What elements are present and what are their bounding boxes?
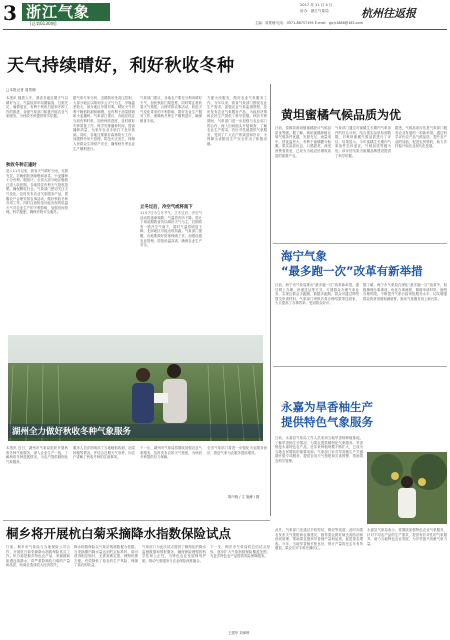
story3-body-col1: 日前，海宁市气象局推出“最多跑一次”改革新举措，通过网上办理、快递送达等方式，方便群众办理气象业务，实现让群众少跑腿、数据多跑路。群众可通过网络提交申请材料，气象部门审核后将办理结果寄送到家，大大提高了办事效率，受到群众好评。	[275, 283, 359, 306]
story2-headline: 黄坦蜜橘气候品质为优	[281, 108, 402, 122]
photo-caption-bar	[8, 424, 263, 438]
lead-credit: 陈中晓 / 文 施峰 / 摄	[228, 495, 260, 499]
story5-body-col2: 降水指数保险以气象站观测数据为依据，当采摘期内降水量达到约定标准时，即可获得相应赔付，无需查勘定损，理赔快捷方便，有效降低了菊农的生产风险，保障了菊农的收益。	[74, 545, 138, 568]
story4-headline-2: 提供特色气象服务	[281, 415, 373, 429]
lead-cont-col2: 服务人员详细询问了当地晚稻收割、油菜种植等情况，并结合近期天气形势，向农户讲解了秋收冬种的注意事项。	[73, 446, 135, 460]
header-rule	[3, 29, 447, 30]
lead-body-col3: 气象部门建议，各地农户要充分利用晴好天气，加快秋收扫尾进度，同时要注意收看天气预报，合理安排农事活动，防范天气变化带来的不利影响，做好农业生产服务工作，保障秋冬种生产顺利进行，确保粮食丰收。	[140, 96, 202, 123]
section-rule	[273, 243, 447, 244]
lead-body-col2: 据气象专家分析，近期我省受高压控制，大部分地区以晴到多云天气为主，早晚温差较大，部分地区早晨有雾。晴好天气有利于晚稻收割和晾晒，也有利于油菜移栽和小麦播种。气象部门建议，各地应抓住当前有利时机，加快秋收进度，及时做好冬种准备工作，科学安排播种时间，提高播种质量，为来年农业丰收打下良好基础。同时，各地还要做好森林防火工作，加强野外用火管理，防范火灾发生，保障人民群众生命财产安全，确保秋冬季农业生产顺利进行。	[73, 96, 135, 151]
story5-credit: 王建华 刘承锁	[228, 631, 250, 635]
newspaper-logo: 杭州往返报	[361, 7, 416, 20]
lead-cont-col3: 下一步，湖州市气象局将继续加强农业气象服务，及时发布农用天气预报，为秋收冬种提供有力保障。	[140, 446, 202, 460]
story4-headline-1: 永嘉为旱香柚生产	[281, 400, 373, 414]
story4-body-col2: 此外，气象部门还通过手机短信、微信等渠道，及时向果农发布天气预报和农事建议，指导果农做好病虫害防治和田间管理，帮助果农提高旱香柚产量和品质，促进果农增收。今年，当地旱香柚长势良好，预计产量将比去年有所增加，果农们对丰收充满信心。	[275, 528, 363, 551]
story4-photo	[367, 452, 447, 524]
lead-cont-col4: 全市气象部门将进一步强化为农服务意识，推进气象为农服务提质增效。	[207, 446, 267, 455]
section-rule-3	[3, 520, 270, 521]
story3-headline-2: “最多跑一次”改革有新举措	[281, 264, 423, 278]
issue-number: [总第0130期]	[30, 21, 57, 26]
lead-body-col4: 方便为民服务，做好农业气象服务工作。今年以来，我省气象部门围绕农业生产需求，加强农业气象监测预报，及时发布农业气象服务产品，为政府决策和农民生产提供了科学依据。秋收冬种期间，气象部门进一步加强与农业部门的合作，深入田间地头开展调查，了解农业生产需求，有针对性地提供气象服务，受到了广大农户的欢迎和好评，为保障全省粮食生产安全作出了积极贡献。	[207, 96, 267, 146]
story3-body-col2: 据了解，海宁市气象局在深化“最多跑一次”改革中，积极梳理办事事项，优化办事流程，精简申请材料，缩短办理时限，不断提升气象行政审批服务水平，切实增强群众的获得感和满意度，推动气象服务再上新台阶。	[363, 283, 447, 301]
story2-body-col1: 日前，泰顺县黄坦镇蜜橘获评气候品质优等级。据了解，黄坦蜜橘种植区域气候条件优越，光照充足，雨量适中，昼夜温差大，有利于蜜橘糖分积累，果实品质优良，口感甜美，深受消费者喜爱，已成为当地农民增收致富的重要产业。	[275, 126, 331, 158]
section-title: 浙江气象	[26, 3, 91, 21]
story3-headline-1: 海宁气象	[281, 249, 327, 263]
section-rule-2	[273, 366, 447, 367]
story2-body-col3: 据悉，气候品质评估是气象部门服务农业发展的一项新举措，通过科学评价农产品气候品质，提升农产品附加值，促进农民增收，助力乡村振兴和农业现代化发展。	[395, 126, 447, 149]
lead-body-col3b: 11月7日为立冬节气，立冬过后，冷空气活动将逐渐频繁，气温将有所下降。预计下周前期我省仍以晴好天气为主，后期将有一股冷空气南下，届时气温将明显下降，北部地区可能出现初霜。气象部门提醒，各地要做好防寒保暖工作，加强设施农业管理，防范低温冻害，确保农业生产安全。	[140, 211, 202, 248]
contact-line: 主编：周景楠 电话：0571-86757195 E-mail：gjcjr1888@163.com	[255, 21, 363, 25]
lead-body-col1: 本报讯 随着入冬，我省各地近期天气以晴好为主，气温较常年同期偏高，日照充足，墒情适宜，有利于秋收扫尾和冬种工作的推进，各级气象部门积极开展农业气象服务，为秋收冬种提供科学依据。	[6, 96, 68, 119]
lead-subhead-1: 秋收冬种正逢时	[6, 163, 37, 168]
story4-body-col3: 永嘉县气象局表示，将继续加强特色农业气象服务，针对不同农产品的生产需求，提供有针对性的气象服务，助力当地特色农业发展，为乡村振兴贡献气象力量。	[367, 528, 447, 546]
lead-cont-col1: 本报讯 近日，湖州市气象局组织开展秋收冬种气象服务，深入农业生产一线，了解秋收冬种进展情况，为农户提供精细化气象服务。	[6, 446, 68, 464]
lead-subhead-2: 立冬过后，冷空气或将南下	[140, 205, 193, 210]
lead-headline: 天气持续晴好，利好秋收冬种	[7, 56, 235, 76]
story5-body-col3: 气象部门为此次试点提供了精细化的降水监测数据和预报服务，确保保险理赔的科学性和公正性，为特色农业发展保驾护航，推动气象服务与农业保险深度融合。	[142, 545, 206, 563]
story2-body-col2: 气象部门通过对蜜橘生长期内气象条件的综合分析，结合果实品质检测数据，对黄坦蜜橘气候品质进行了评估。结果显示，今年蜜橘生长期内气象条件总体适宜，气候品质等级为优。该评估结果为蜜橘品牌建设提供了科学依据。	[335, 126, 391, 158]
lead-body-col1b: 进入11月以来，我省天气晴好少雨，光照充足，对晚稻收获晾晒和油菜、小麦播种十分有利。据统计，全省大部分地区晚稻已进入收获期，各地抓住有利天气抢收抢晒，确保颗粒归仓。气象部门密切关注天气变化，及时发布农业气象服务产品，提醒农户合理安排农事活动，做好秋收冬种各项工作，同时注意防范可能出现的低温天气对农业生产的不利影响，加强田间管理，科学施肥，确保作物安全越冬。	[6, 169, 68, 215]
page-number: 3	[3, 1, 17, 25]
photo-caption: 湖州全力做好秋收冬种气象服务	[12, 427, 132, 437]
column-divider	[270, 84, 271, 516]
story5-body-col1: 日前，桐乡市气象局与当地保险公司合作，开展杭白菊采摘降水指数保险试点工作。杭白菊是桐乡特色农产品，采摘期间如遇连续降水，将严重影响杭白菊的产量和品质，给菊农造成较大经济损失。	[6, 545, 70, 568]
issue-date: 2017 年 11 月 4 日	[300, 3, 333, 7]
story4-body-col1: 日前，永嘉县气象局工作人员来到当地旱香柚种植基地，了解旱香柚生长情况，为果农提供精细化气象服务。旱香柚是永嘉特色农产品，近年来种植规模不断扩大，已成为当地农民增收的重要来源。气象部门针对旱香柚生产关键期开展专项服务，提供农用天气预报和灾害预警，帮助果农科学管理。	[275, 436, 363, 463]
sponsor-line: 协办：浙江气象局	[300, 9, 329, 13]
story5-body-col4: 下一步，桐乡市气象局将总结试点经验，逐步扩大气象指数保险覆盖范围，为更多特色农产品提供风险保障服务。	[210, 545, 270, 559]
lead-byline: □本报记者 周景楠	[6, 88, 36, 92]
story5-headline: 桐乡将开展杭白菊采摘降水指数保险试点	[6, 526, 232, 541]
